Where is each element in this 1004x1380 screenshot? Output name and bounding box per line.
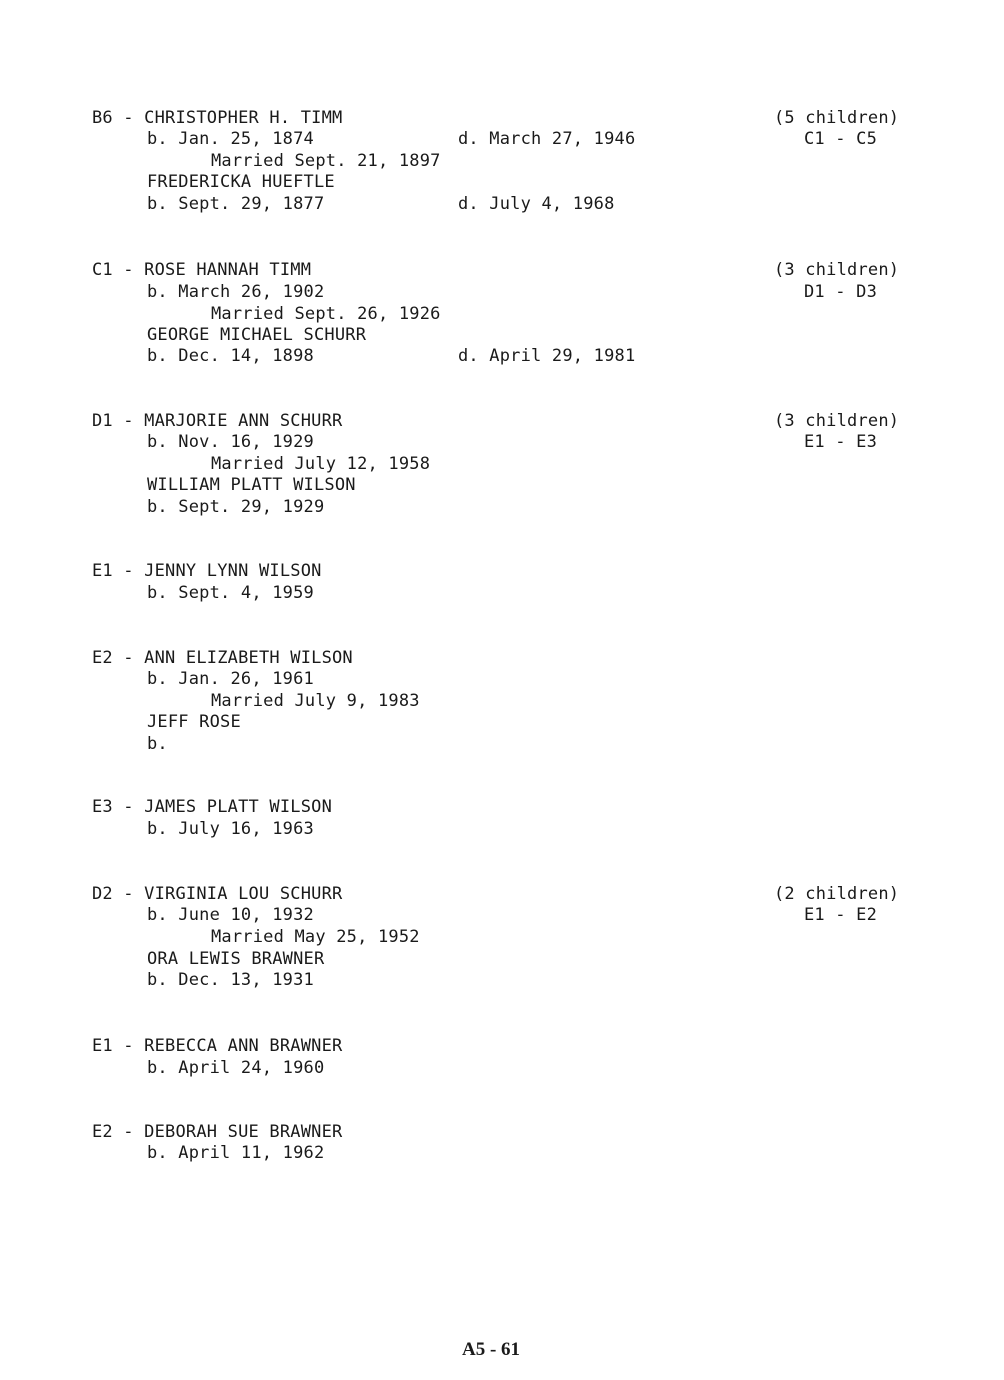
entry-code-name: E3 - JAMES PLATT WILSON (92, 797, 333, 817)
spouse-birth: b. Dec. 13, 1931 (147, 970, 314, 990)
entry-birth: b. Nov. 16, 1929 (147, 432, 314, 452)
children-range: C1 - C5 (804, 129, 878, 149)
entry-birth: b. June 10, 1932 (147, 905, 314, 925)
spouse-name: ORA LEWIS BRAWNER (147, 949, 325, 969)
children-range: D1 - D3 (804, 282, 878, 302)
entry-code-name: E2 - ANN ELIZABETH WILSON (92, 648, 353, 668)
marriage-date: Married July 9, 1983 (211, 691, 420, 711)
spouse-death: d. April 29, 1981 (458, 346, 636, 366)
page-number: A5 - 61 (462, 1339, 521, 1360)
spouse-name: GEORGE MICHAEL SCHURR (147, 325, 367, 345)
spouse-name: WILLIAM PLATT WILSON (147, 475, 356, 495)
marriage-date: Married Sept. 21, 1897 (211, 151, 441, 171)
children-count: (3 children) (774, 260, 900, 280)
spouse-birth: b. Sept. 29, 1929 (147, 497, 325, 517)
spouse-death: d. July 4, 1968 (458, 194, 615, 214)
entry-code-name: E1 - REBECCA ANN BRAWNER (92, 1036, 343, 1056)
entry-birth: b. April 24, 1960 (147, 1058, 325, 1078)
entry-code-name: C1 - ROSE HANNAH TIMM (92, 260, 312, 280)
entry-death: d. March 27, 1946 (458, 129, 636, 149)
spouse-name: FREDERICKA HUEFTLE (147, 172, 335, 192)
entry-birth: b. Sept. 4, 1959 (147, 583, 314, 603)
entry-birth: b. Jan. 26, 1961 (147, 669, 314, 689)
spouse-birth: b. Sept. 29, 1877 (147, 194, 325, 214)
children-count: (5 children) (774, 108, 900, 128)
children-range: E1 - E2 (804, 905, 878, 925)
entry-birth: b. April 11, 1962 (147, 1143, 325, 1163)
entry-code-name: E2 - DEBORAH SUE BRAWNER (92, 1122, 343, 1142)
entry-code-name: D1 - MARJORIE ANN SCHURR (92, 411, 343, 431)
spouse-birth: b. (147, 734, 168, 754)
marriage-date: Married July 12, 1958 (211, 454, 431, 474)
entry-code-name: B6 - CHRISTOPHER H. TIMM (92, 108, 343, 128)
spouse-name: JEFF ROSE (147, 712, 241, 732)
entry-birth: b. Jan. 25, 1874 (147, 129, 314, 149)
entry-birth: b. July 16, 1963 (147, 819, 314, 839)
entry-code-name: E1 - JENNY LYNN WILSON (92, 561, 322, 581)
children-count: (2 children) (774, 884, 900, 904)
children-count: (3 children) (774, 411, 900, 431)
entry-birth: b. March 26, 1902 (147, 282, 325, 302)
marriage-date: Married May 25, 1952 (211, 927, 420, 947)
entry-code-name: D2 - VIRGINIA LOU SCHURR (92, 884, 343, 904)
spouse-birth: b. Dec. 14, 1898 (147, 346, 314, 366)
marriage-date: Married Sept. 26, 1926 (211, 304, 441, 324)
children-range: E1 - E3 (804, 432, 878, 452)
